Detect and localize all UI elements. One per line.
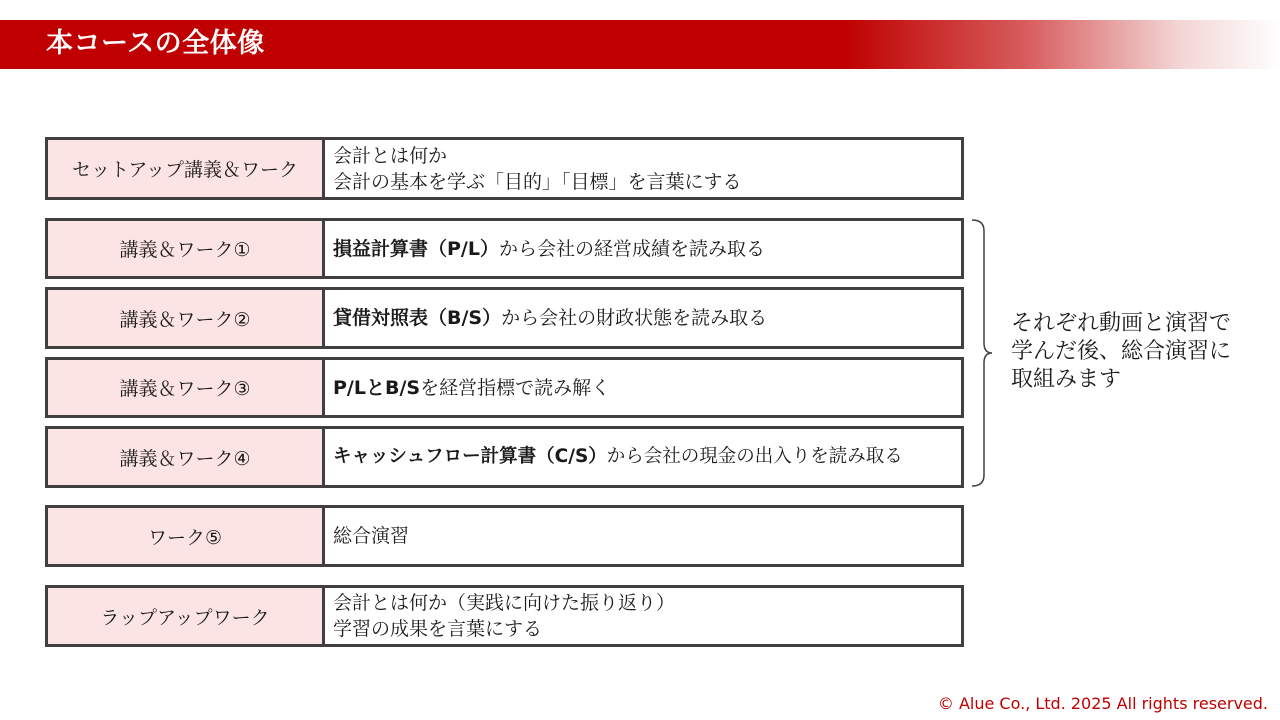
row-description — [325, 290, 961, 346]
course-row-lecture-3 — [45, 357, 964, 418]
row-description — [325, 588, 961, 644]
course-row-lecture-2 — [45, 287, 964, 349]
description-line: 会計とは何か — [333, 144, 448, 167]
right-brace-icon — [970, 219, 994, 487]
side-note-line: 学んだ後、総合演習に — [1011, 339, 1232, 364]
description-line — [333, 236, 961, 262]
description-text: から会社の経営成績を読み取る — [498, 237, 765, 260]
course-row-wrapup — [45, 585, 964, 647]
description-line: 会計とは何か（実践に向けた振り返り） — [333, 592, 676, 614]
description-line: 総合演習 — [333, 525, 410, 547]
course-row-lecture-1 — [45, 218, 964, 279]
description-text: から会社の財政状態を読み取る — [501, 307, 768, 329]
row-label: 講義＆ワーク④ — [48, 429, 325, 485]
row-label: 講義＆ワーク③ — [48, 360, 325, 415]
side-note — [1011, 310, 1271, 394]
description-line — [333, 444, 961, 470]
description-emphasis: P/LとB/S — [333, 376, 421, 399]
description-line: 学習の成果を言葉にする — [333, 618, 543, 640]
page-title: 本コースの全体像 — [46, 28, 265, 59]
side-note-line: 取組みます — [1011, 367, 1122, 392]
description-line — [333, 375, 961, 401]
description-text: を経営指標で読み解く — [420, 376, 611, 399]
row-label: 講義＆ワーク① — [48, 221, 325, 276]
row-label: セットアップ講義＆ワーク — [48, 140, 325, 197]
row-description — [325, 140, 961, 197]
description-emphasis: 貸借対照表（B/S） — [333, 307, 502, 329]
description-line: 会計の基本を学ぶ「目的」「目標」を言葉にする — [333, 170, 742, 193]
row-description — [325, 508, 961, 564]
row-description — [325, 360, 961, 415]
row-label: ワーク⑤ — [48, 508, 325, 564]
side-note-line: それぞれ動画と演習で — [1011, 311, 1232, 336]
course-row-lecture-4 — [45, 426, 964, 488]
row-label: 講義＆ワーク② — [48, 290, 325, 346]
row-description — [325, 429, 961, 485]
course-row-setup — [45, 137, 964, 200]
description-emphasis: キャッシュフロー計算書（C/S） — [333, 446, 607, 467]
row-description — [325, 221, 961, 276]
description-text: から会社の現金の出入りを読み取る — [606, 446, 903, 467]
row-label: ラップアップワーク — [48, 588, 325, 644]
course-row-work-5 — [45, 505, 964, 567]
copyright-text: © Alue Co., Ltd. 2025 All rights reserved. — [937, 694, 1268, 713]
description-line — [333, 305, 961, 331]
description-emphasis: 損益計算書（P/L） — [333, 237, 499, 260]
